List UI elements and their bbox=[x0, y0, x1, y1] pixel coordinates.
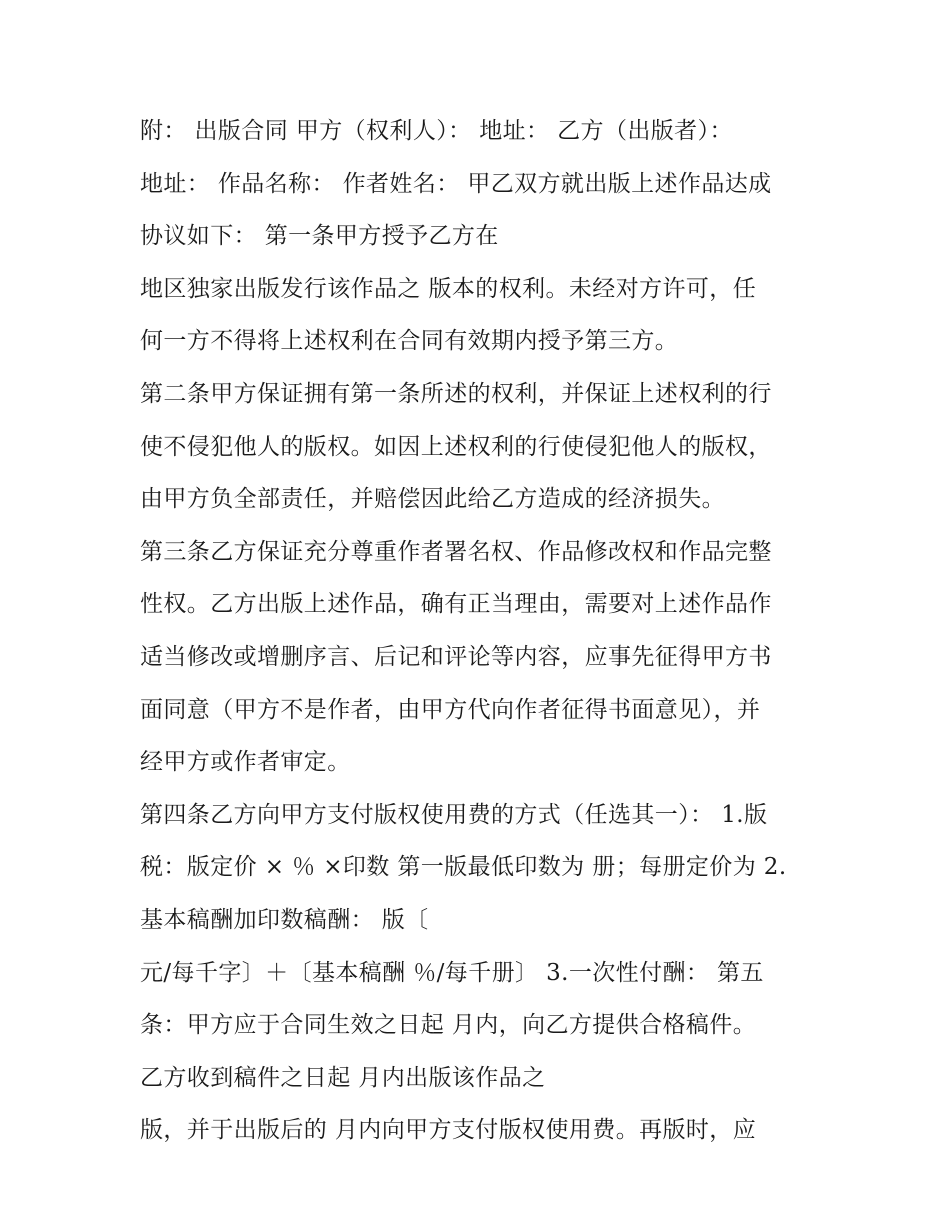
text-line-15: 税：版定价 × ％ ×印数 第一版最低印数为 册；每册定价为 2. bbox=[140, 854, 787, 881]
text-line-4: 地区独家出版发行该作品之 版本的权利。未经对方许可，任 bbox=[140, 275, 757, 302]
text-line-10: 性权。乙方出版上述作品，确有正当理由，需要对上述作品作 bbox=[140, 591, 772, 618]
contract-body bbox=[140, 105, 820, 1157]
text-line-9: 第三条乙方保证充分尊重作者署名权、作品修改权和作品完整 bbox=[140, 538, 772, 565]
text-line-6: 第二条甲方保证拥有第一条所述的权利，并保证上述权利的行 bbox=[140, 380, 772, 407]
text-line-12: 面同意（甲方不是作者，由甲方代向作者征得书面意见），并 bbox=[140, 696, 761, 723]
text-line-18: 条：甲方应于合同生效之日起 月内，向乙方提供合格稿件。 bbox=[140, 1012, 757, 1039]
text-line-20: 版，并于出版后的 月内向甲方支付版权使用费。再版时，应 bbox=[140, 1117, 757, 1144]
text-line-14: 第四条乙方向甲方支付版权使用费的方式（任选其一）： 1.版 bbox=[140, 801, 768, 828]
text-line-13: 经甲方或作者审定。 bbox=[140, 749, 351, 776]
text-line-8: 由甲方负全部责任，并赔偿因此给乙方造成的经济损失。 bbox=[140, 486, 725, 513]
text-line-2: 地址： 作品名称： 作者姓名： 甲乙双方就出版上述作品达成 bbox=[140, 170, 772, 197]
text-line-3: 协议如下： 第一条甲方授予乙方在 bbox=[140, 223, 499, 250]
text-line-19: 乙方收到稿件之日起 月内出版该作品之 bbox=[140, 1064, 546, 1091]
text-line-16: 基本稿酬加印数稿酬： 版〔 bbox=[140, 906, 429, 933]
text-line-11: 适当修改或增删序言、后记和评论等内容，应事先征得甲方书 bbox=[140, 643, 772, 670]
text-line-1: 附： 出版合同 甲方（权利人）： 地址： 乙方（出版者）： bbox=[140, 118, 733, 144]
text-line-17: 元/每千字〕＋〔基本稿酬 ％/每千册〕 3.一次性付酬： 第五 bbox=[140, 959, 764, 986]
text-line-5: 何一方不得将上述权利在合同有效期内授予第三方。 bbox=[140, 328, 679, 355]
text-line-7: 使不侵犯他人的版权。如因上述权利的行使侵犯他人的版权， bbox=[140, 433, 772, 460]
